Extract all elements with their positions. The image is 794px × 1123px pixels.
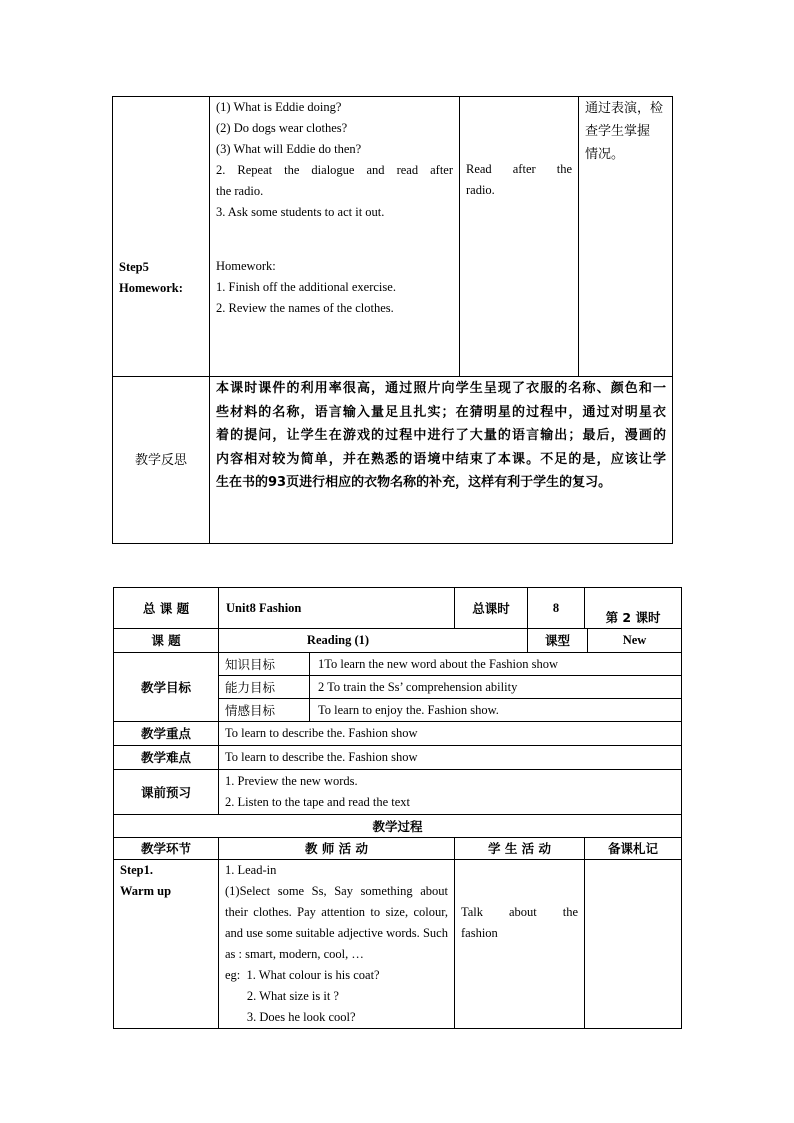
lesson-value: Reading (1) (219, 629, 528, 653)
homework-item: 2. Review the names of the clothes. (216, 301, 394, 315)
goals-label: 教学目标 (114, 653, 219, 722)
step1-notes (585, 860, 682, 1029)
step1-line: and use some suitable adjective words. Such (225, 926, 448, 940)
reflection-line: 内容相对较为简单，并在熟悉的语境中结束了本课。不足的是，应该让学 (216, 451, 666, 467)
lesson-number: 第 2 课时 (585, 588, 682, 629)
step1-teacher-activity (219, 860, 455, 1029)
teacher-line: (3) What will Eddie do then? (216, 142, 362, 156)
preview-value (219, 770, 682, 815)
student-line: Read after the (466, 162, 572, 176)
preview-line: 2. Listen to the tape and read the text (225, 795, 411, 809)
step5-student-activity (460, 97, 579, 377)
reflection-line: 着的提问，让学生在游戏的过程中进行了大量的语言输出；最后，漫画的 (216, 428, 666, 443)
total-hours-value: 8 (528, 588, 585, 629)
reflection-label: 教学反思 (113, 377, 210, 544)
step1-label: Step1. (120, 863, 153, 877)
type-label: 课型 (528, 629, 588, 653)
step1-line: 3. Does he look cool? (225, 1010, 356, 1024)
reflection-text (210, 377, 673, 544)
col-header-teacher: 教 师 活 动 (219, 838, 455, 860)
goal-value-knowledge: 1To learn the new word about the Fashion show (310, 653, 682, 676)
teacher-line: (2) Do dogs wear clothes? (216, 121, 348, 135)
key-point-label: 教学重点 (114, 722, 219, 746)
warm-up-label: Warm up (120, 884, 172, 898)
step5-notes (579, 97, 673, 377)
goal-label-ability: 能力目标 (219, 676, 310, 699)
step1-student-line: fashion (461, 926, 498, 940)
homework-item: 1. Finish off the additional exercise. (216, 280, 396, 294)
step1-student-line: Talk about the (461, 905, 579, 919)
note-line: 查学生掌握 (585, 124, 651, 139)
student-line: radio. (466, 183, 495, 197)
teacher-line: 2. Repeat the dialogue and read after (216, 163, 453, 177)
homework-label: Homework: (119, 280, 183, 295)
reflection-line: 些材料的名称，语言输入量足且扎实；在猜明星的过程中，通过对明星衣 (216, 404, 666, 420)
col-header-step: 教学环节 (114, 838, 219, 860)
total-hours-label: 总课时 (455, 588, 528, 629)
teacher-line: the radio. (216, 184, 264, 198)
key-point-value: To learn to describe the. Fashion show (219, 722, 682, 746)
note-line: 情况。 (585, 147, 625, 162)
step1-label-cell (114, 860, 219, 1029)
step1-line: (1)Select some Ss, Say something about (225, 884, 448, 898)
goal-label-knowledge: 知识目标 (219, 653, 310, 676)
step1-line: 1. Lead-in (225, 863, 277, 877)
type-value: New (588, 629, 682, 653)
step5-teacher-activity (210, 97, 460, 377)
lesson-label: 课 题 (114, 629, 219, 653)
col-header-student: 学 生 活 动 (455, 838, 585, 860)
preview-line: 1. Preview the new words. (225, 774, 358, 788)
step5-label-cell (113, 97, 210, 377)
topic-label: 总 课 题 (114, 588, 219, 629)
process-title: 教学过程 (114, 815, 682, 838)
teacher-line: (1) What is Eddie doing? (216, 100, 342, 114)
note-line: 通过表演，检 (585, 101, 664, 116)
step1-line: their clothes. Pay attention to size, colour, (225, 905, 448, 919)
lesson-plan-grid (113, 587, 682, 1029)
preview-label: 课前预习 (114, 770, 219, 815)
difficulty-label: 教学难点 (114, 746, 219, 770)
reflection-line: 生在书的93页进行相应的衣物名称的补充，这样有利于学生的复习。 (216, 475, 612, 490)
step1-line: as : smart, modern, cool, … (225, 947, 364, 961)
homework-title: Homework: (216, 259, 276, 273)
reflection-line: 本课时课件的利用率很高，通过照片向学生呈现了衣服的名称、颜色和一 (216, 381, 666, 396)
goal-value-ability: 2 To train the Ss’ comprehension ability (310, 676, 682, 699)
col-header-notes: 备课札记 (585, 838, 682, 860)
step1-line: eg: 1. What colour is his coat? (225, 968, 380, 982)
step1-student-activity (455, 860, 585, 1029)
step5-label: Step5 (119, 259, 149, 274)
teacher-line: 3. Ask some students to act it out. (216, 205, 385, 219)
goal-value-emotion: To learn to enjoy the. Fashion show. (310, 699, 682, 722)
topic-value: Unit8 Fashion (219, 588, 455, 629)
step1-line: 2. What size is it ? (225, 989, 339, 1003)
goal-label-emotion: 情感目标 (219, 699, 310, 722)
difficulty-value: To learn to describe the. Fashion show (219, 746, 682, 770)
lesson-continuation-table (112, 96, 673, 544)
